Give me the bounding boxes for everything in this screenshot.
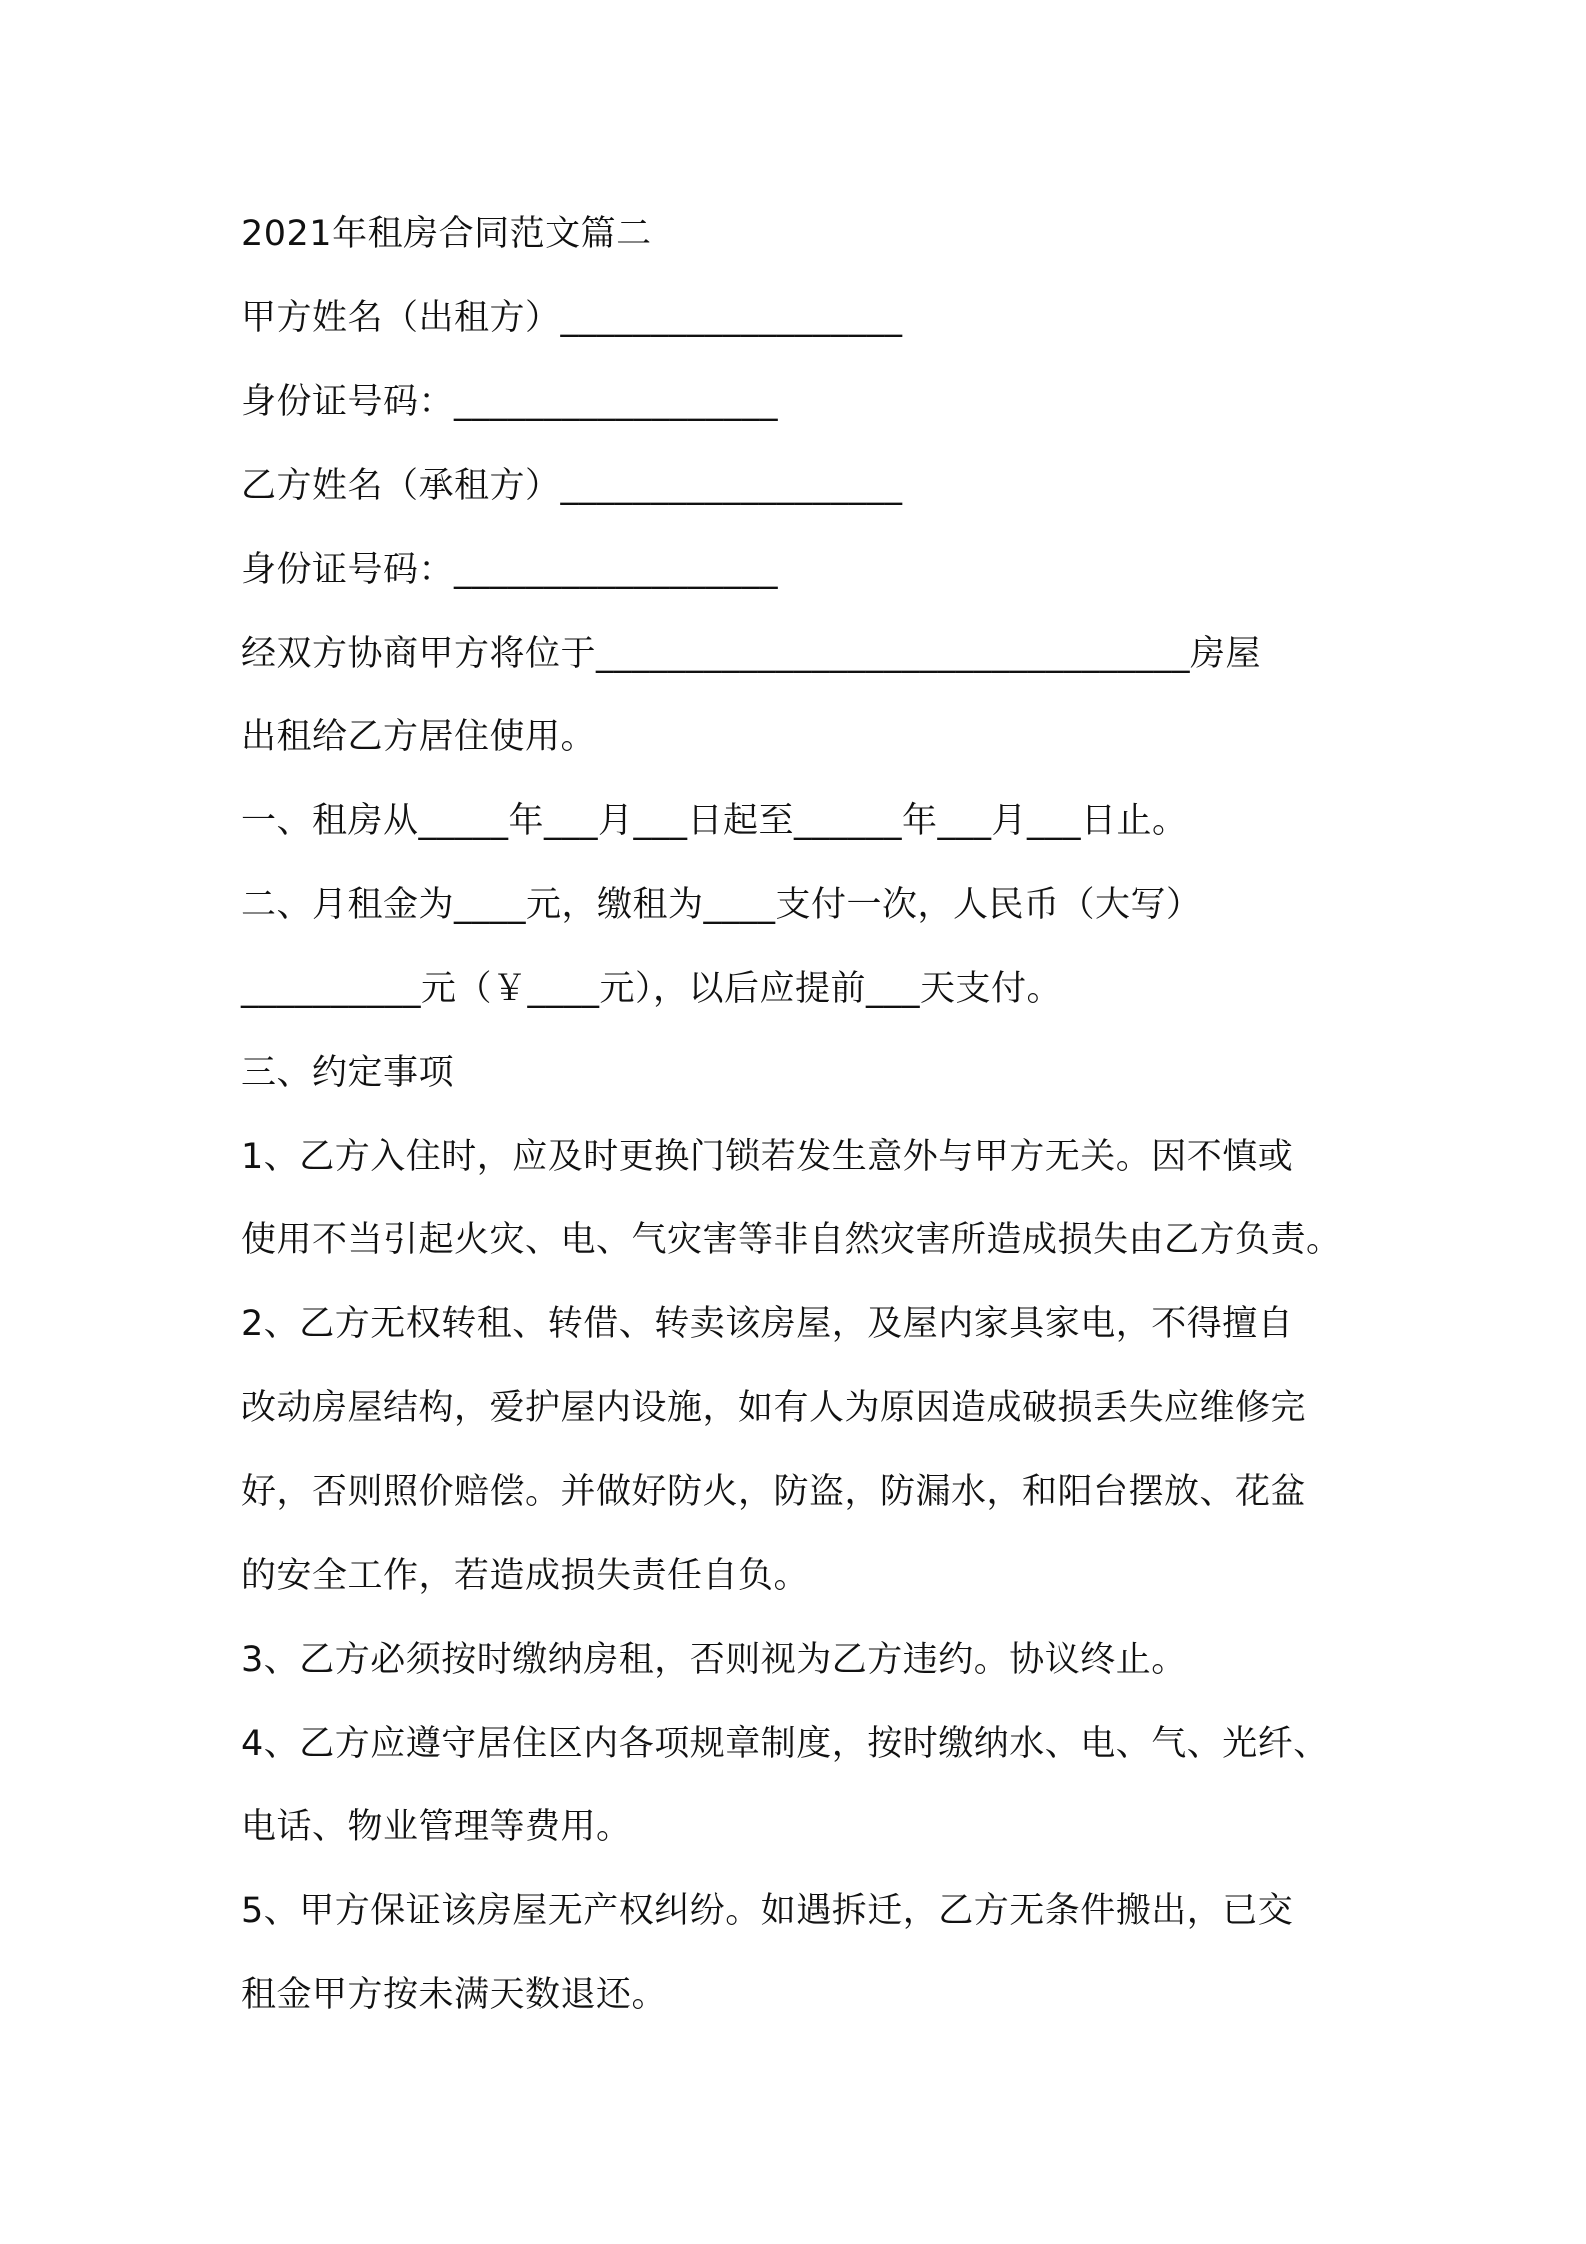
item-1-line-1: 1、乙方入住时，应及时更换门锁若发生意外与甲方无关。因不慎或 — [241, 1137, 1294, 1177]
item-3-line-1: 3、乙方必须按时缴纳房租，否则视为乙方违约。协议终止。 — [241, 1640, 1187, 1680]
clause-3-heading: 三、约定事项 — [241, 1053, 455, 1093]
party-a-name-line: 甲方姓名（出租方）___________________ — [241, 298, 903, 338]
clause-2-rent-cont: __________元（￥____元），以后应提前___天支付。 — [241, 969, 1063, 1009]
item-4-line-2: 电话、物业管理等费用。 — [241, 1807, 632, 1847]
item-2-line-2: 改动房屋结构，爱护屋内设施，如有人为原因造成破损丢失应维修完 — [241, 1388, 1307, 1428]
document-title: 2021年租房合同范文篇二 — [241, 214, 652, 254]
property-usage-line: 出租给乙方居住使用。 — [241, 717, 597, 757]
item-2-line-4: 的安全工作，若造成损失责任自负。 — [241, 1556, 810, 1596]
party-b-id-line: 身份证号码：__________________ — [241, 550, 779, 590]
item-5-line-1: 5、甲方保证该房屋无产权纠纷。如遇拆迁，乙方无条件搬出，已交 — [241, 1891, 1294, 1931]
item-1-line-2: 使用不当引起火灾、电、气灾害等非自然灾害所造成损失由乙方负责。 — [241, 1220, 1342, 1260]
item-2-line-3: 好，否则照价赔偿。并做好防火，防盗，防漏水，和阳台摆放、花盆 — [241, 1472, 1307, 1512]
item-4-line-1: 4、乙方应遵守居住区内各项规章制度，按时缴纳水、电、气、光纤、 — [241, 1724, 1329, 1764]
item-5-line-2: 租金甲方按未满天数退还。 — [241, 1975, 668, 2015]
clause-1-term: 一、租房从_____年___月___日起至______年___月___日止。 — [241, 801, 1188, 841]
clause-2-rent: 二、月租金为____元，缴租为____支付一次，人民币（大写） — [241, 885, 1202, 925]
item-2-line-1: 2、乙方无权转租、转借、转卖该房屋，及屋内家具家电，不得擅自 — [241, 1304, 1294, 1344]
property-location-line: 经双方协商甲方将位于_________________________________房屋 — [241, 634, 1262, 674]
party-b-name-line: 乙方姓名（承租方）___________________ — [241, 466, 903, 506]
party-a-id-line: 身份证号码：__________________ — [241, 382, 779, 422]
